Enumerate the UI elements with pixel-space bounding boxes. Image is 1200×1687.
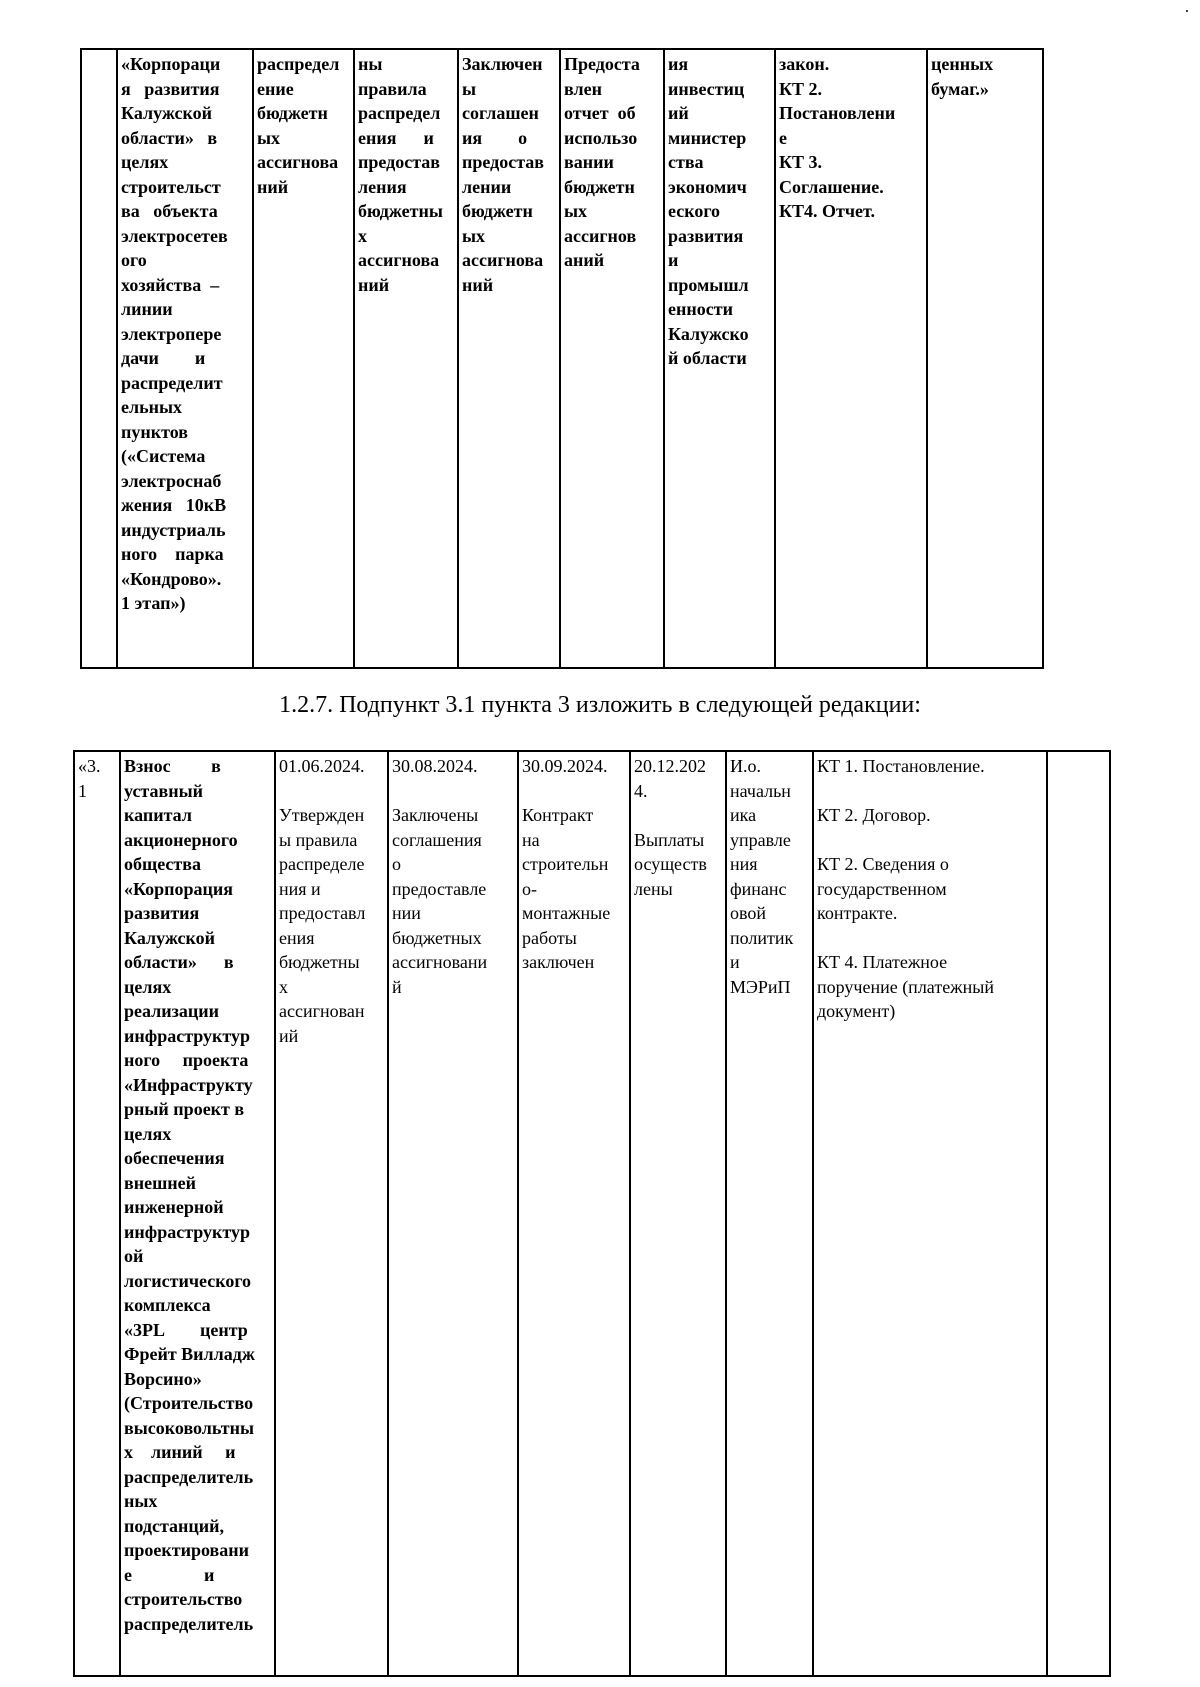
t1-col-responsible: ия инвестиц ий министер ства экономич еского развития и промышл енности Калужско й области: [664, 49, 775, 668]
t2-col-kt1: 01.06.2024. Утвержден ы правила распределе ния и предоставл ения бюджетны х ассигнован ий: [275, 751, 388, 1676]
t2-col-documents: КТ 1. Постановление. КТ 2. Договор. КТ 2. Сведения о государственном контракте. КТ 4. Платежное поручение (платежный документ): [813, 751, 1047, 1676]
t2-col-notes: [1047, 751, 1110, 1676]
t2-col-kt3: 30.09.2024. Контракт на строительн о- монтажные работы заключен: [518, 751, 630, 1676]
t2-col-kt4: 20.12.202 4. Выплаты осуществ лены: [630, 751, 726, 1676]
t2-col-name: Взнос в уставный капитал акционерного общества «Корпорация развития Калужской области» в целях реализации инфраструктур ного проекта «Инфраструкту рный проект в целях обеспечения внешней инженерной инфраструктур ой логистического комплекса «3PL центр Фрейт Вилладж Ворсино» (Строительство высоковольтны х линий и распределитель ных подстанций, проектировани е и строительство распределитель: [120, 751, 275, 1676]
table-row: [81, 49, 1043, 668]
t2-col-number: «3. 1: [74, 751, 120, 1676]
t1-col-kt1: распредел ение бюджетн ых ассигнова ний: [253, 49, 354, 668]
scan-speck: [1186, 10, 1188, 12]
t1-col-number: [81, 49, 117, 668]
t1-col-name: «Корпораци я развития Калужской области» в целях строительст ва объекта электросетев ого хозяйства – линии электропере дачи и распределит ельных пунктов («Система электроснаб жения 10кВ индустриаль ного парка «Кондрово». 1 этап»): [117, 49, 253, 668]
t1-col-notes: ценных бумаг.»: [927, 49, 1043, 668]
table-subitem-3-1: [73, 750, 1111, 1677]
t1-col-kt3: Заключен ы соглашен ия о предостав лении бюджетн ых ассигнова ний: [458, 49, 560, 668]
section-heading: 1.2.7. Подпункт 3.1 пункта 3 изложить в следующей редакции:: [279, 692, 921, 718]
table-row: [74, 751, 1110, 1676]
t2-col-kt2: 30.08.2024. Заключены соглашения о предоставле нии бюджетных ассигновани й: [388, 751, 518, 1676]
table-continuation: [80, 48, 1044, 669]
t2-col-responsible: И.о. начальн ика управле ния финанс овой политик и МЭРиП: [726, 751, 813, 1676]
t1-col-kt4: Предоста влен отчет об использо вании бюджетн ых ассигнов аний: [560, 49, 664, 668]
t1-col-kt2: ны правила распредел ения и предостав ления бюджетны х ассигнова ний: [354, 49, 458, 668]
t1-col-documents: закон. КТ 2. Постановлени е КТ 3. Соглашение. КТ4. Отчет.: [775, 49, 927, 668]
